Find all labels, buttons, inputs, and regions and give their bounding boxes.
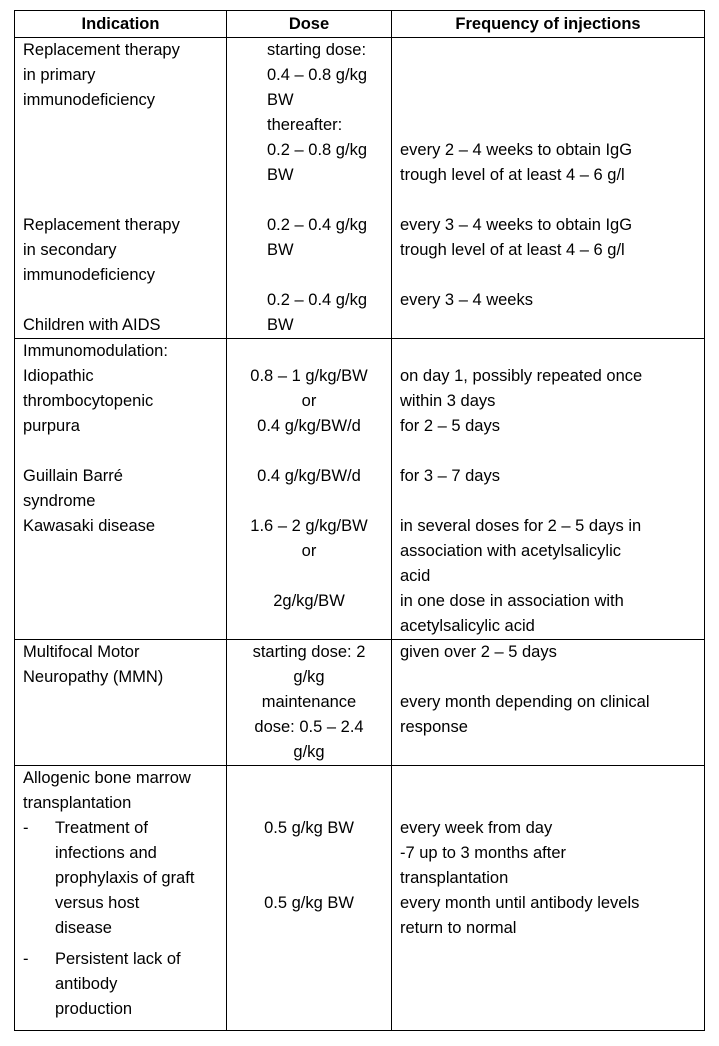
frequency-line: on day 1, possibly repeated once [400,367,643,385]
bullet-dash: - [23,819,29,837]
header-indication: Indication [15,11,227,38]
indication-line: Idiopathic [23,367,94,385]
indication-line: immunodeficiency [23,266,156,284]
dose-line: 0.4 g/kg/BW/d [257,417,361,435]
cell-indication [15,38,227,339]
dose-line: starting dose: 2 [252,643,366,661]
header-row [15,11,705,38]
frequency-line: given over 2 – 5 days [400,643,557,661]
dose-line: dose: 0.5 – 2.4 [254,718,364,736]
bullet-line: production [55,1000,133,1018]
indication-heading: Immunomodulation: [23,342,168,360]
table-row-immunomodulation [15,339,705,640]
cell-dose [227,339,392,640]
cell-dose [227,766,392,1031]
frequency-line: for 2 – 5 days [400,417,500,435]
frequency-line: every month until antibody levels [400,894,640,912]
bullet-line: Treatment of [55,819,148,837]
dose-line: 0.4 – 0.8 g/kg [267,66,367,84]
header-frequency: Frequency of injections [392,11,705,38]
dosage-table [14,10,705,1031]
indication-line: Replacement therapy [23,41,180,59]
cell-dose [227,38,392,339]
indication-line: Guillain Barré [23,467,123,485]
dose-line: 0.5 g/kg BW [264,819,354,837]
indication-line: in secondary [23,241,117,259]
indication-line: Multifocal Motor [23,643,140,661]
dose-line: BW [267,166,294,184]
dose-line: 0.2 – 0.8 g/kg [267,141,367,159]
dose-line: or [301,392,317,410]
bullet-line: Persistent lack of [55,950,181,968]
indication-line: purpura [23,417,80,435]
frequency-line: return to normal [400,919,517,937]
dose-line: BW [267,91,294,109]
bullet-line: versus host [55,894,140,912]
table-row-transplantation [15,766,705,1031]
dose-line: 0.5 g/kg BW [264,894,354,912]
dose-line: 0.4 g/kg/BW/d [257,467,361,485]
frequency-line: every 3 – 4 weeks to obtain IgG [400,216,633,234]
cell-dose [227,640,392,766]
indication-line: Neuropathy (MMN) [23,668,164,686]
dose-line: starting dose: [267,41,367,59]
bullet-line: prophylaxis of graft [55,869,195,887]
dose-line: g/kg [293,668,325,686]
frequency-line: association with acetylsalicylic [400,542,622,560]
indication-line: in primary [23,66,96,84]
frequency-line: every 2 – 4 weeks to obtain IgG [400,141,633,159]
bullet-line: disease [55,919,112,937]
indication-line: syndrome [23,492,96,510]
frequency-line: in several doses for 2 – 5 days in [400,517,642,535]
frequency-line: every month depending on clinical [400,693,650,711]
table-row-replacement [15,38,705,339]
dose-line: BW [267,241,294,259]
dose-line: 0.8 – 1 g/kg/BW [250,367,368,385]
frequency-line: in one dose in association with [400,592,624,610]
indication-line: Replacement therapy [23,216,180,234]
frequency-line: -7 up to 3 months after [400,844,567,862]
bullet-item-persistent [15,947,226,1022]
cell-frequency [392,339,705,640]
indication-heading: Allogenic bone marrow [23,769,191,787]
cell-indication [15,640,227,766]
frequency-line: every 3 – 4 weeks [400,291,533,309]
dose-line: thereafter: [267,116,343,134]
dose-line: 2g/kg/BW [273,592,345,610]
indication-line: Kawasaki disease [23,517,156,535]
dose-line: maintenance [261,693,357,711]
dose-line: g/kg [293,743,325,761]
cell-indication [15,339,227,640]
frequency-line: trough level of at least 4 – 6 g/l [400,241,625,259]
dose-line: BW [267,316,294,334]
frequency-line: within 3 days [400,392,496,410]
cell-frequency [392,766,705,1031]
frequency-line: for 3 – 7 days [400,467,500,485]
cell-frequency [392,38,705,339]
cell-indication [15,766,227,1031]
frequency-line: transplantation [400,869,509,887]
dose-line: or [301,542,317,560]
cell-frequency [392,640,705,766]
dose-line: 0.2 – 0.4 g/kg [267,291,367,309]
bullet-item-treatment [15,816,226,941]
bullet-line: infections and [55,844,157,862]
dose-line: 0.2 – 0.4 g/kg [267,216,367,234]
indication-line: thrombocytopenic [23,392,154,410]
frequency-line: acid [400,567,431,585]
dose-line: 1.6 – 2 g/kg/BW [250,517,368,535]
indication-line: Children with AIDS [23,316,161,334]
indication-line: immunodeficiency [23,91,156,109]
bullet-dash: - [23,950,29,968]
frequency-line: trough level of at least 4 – 6 g/l [400,166,625,184]
header-dose: Dose [227,11,392,38]
frequency-line: response [400,718,468,736]
frequency-line: every week from day [400,819,553,837]
table-row-mmn [15,640,705,766]
bullet-line: antibody [55,975,118,993]
frequency-line: acetylsalicylic acid [400,617,535,635]
indication-heading: transplantation [23,794,132,812]
